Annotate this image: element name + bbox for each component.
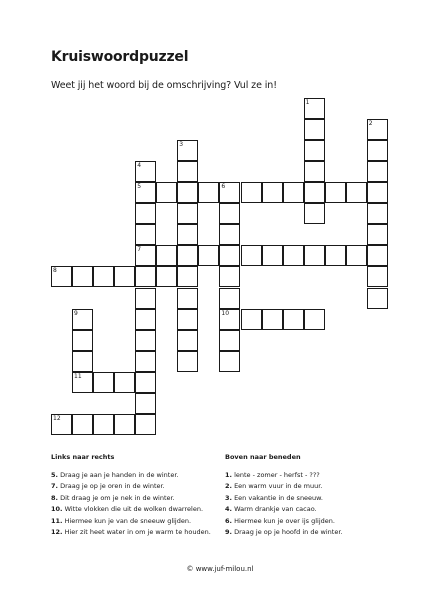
- crossword-cell[interactable]: [72, 372, 93, 393]
- crossword-cell[interactable]: [262, 245, 283, 266]
- crossword-cell[interactable]: [241, 245, 262, 266]
- page-title: Kruiswoordpuzzel: [51, 49, 189, 65]
- clue-number: 3.: [225, 493, 232, 502]
- crossword-cell[interactable]: [262, 182, 283, 203]
- clue-text: Hiermee kun je van de sneeuw glijden.: [64, 516, 192, 525]
- crossword-cell[interactable]: [114, 266, 135, 287]
- crossword-cell[interactable]: [367, 161, 388, 182]
- across-clue: [51, 516, 211, 528]
- clue-text: Warm drankje van cacao.: [234, 505, 317, 513]
- cell-number: 11: [74, 372, 82, 380]
- crossword-cell[interactable]: [304, 245, 325, 266]
- clue-number: 8.: [51, 493, 58, 502]
- crossword-cell[interactable]: [177, 203, 198, 224]
- crossword-cell[interactable]: [219, 182, 240, 203]
- crossword-cell[interactable]: [177, 330, 198, 351]
- crossword-cell[interactable]: [135, 288, 156, 309]
- crossword-cell[interactable]: [219, 245, 240, 266]
- cell-number: 5: [137, 183, 142, 191]
- crossword-cell[interactable]: [304, 161, 325, 182]
- crossword-cell[interactable]: [177, 309, 198, 330]
- crossword-cell[interactable]: [156, 266, 177, 287]
- crossword-cell[interactable]: [135, 393, 156, 414]
- copyright-footer: © www.juf-milou.nl: [186, 565, 254, 573]
- crossword-cell[interactable]: [325, 245, 346, 266]
- crossword-cell[interactable]: [219, 288, 240, 309]
- crossword-cell[interactable]: [177, 266, 198, 287]
- crossword-cell[interactable]: [198, 245, 219, 266]
- down-clue: [225, 516, 343, 528]
- crossword-cell[interactable]: [304, 140, 325, 161]
- crossword-cell[interactable]: [72, 266, 93, 287]
- crossword-cell[interactable]: [135, 266, 156, 287]
- clue-text: Hiermee kun je over ijs glijden.: [234, 516, 335, 525]
- cell-number: 9: [74, 309, 78, 317]
- down-heading: Boven naar beneden: [225, 453, 301, 461]
- down-clue: [225, 470, 343, 482]
- crossword-cell[interactable]: [367, 203, 388, 224]
- crossword-cell[interactable]: [367, 224, 388, 245]
- down-clue: [225, 493, 343, 505]
- clue-text: Een vakantie in de sneeuw.: [234, 493, 323, 502]
- crossword-cell[interactable]: [304, 203, 325, 224]
- clue-text: Hier zit heet water in om je warm te houden.: [64, 528, 211, 536]
- crossword-cell[interactable]: [325, 182, 346, 203]
- clue-number: 6.: [225, 516, 232, 525]
- crossword-cell[interactable]: [367, 245, 388, 266]
- crossword-cell[interactable]: [177, 288, 198, 309]
- cell-number: 7: [137, 246, 142, 254]
- crossword-cell[interactable]: [93, 266, 114, 287]
- crossword-cell[interactable]: [241, 309, 262, 330]
- crossword-cell[interactable]: [72, 414, 93, 435]
- crossword-cell[interactable]: [283, 245, 304, 266]
- cell-number: 4: [137, 162, 142, 170]
- clue-number: 2.: [225, 482, 232, 490]
- crossword-cell[interactable]: [304, 98, 325, 119]
- crossword-cell[interactable]: [367, 288, 388, 309]
- across-clue: [51, 470, 211, 482]
- crossword-cell[interactable]: [219, 309, 240, 330]
- crossword-cell[interactable]: [177, 161, 198, 182]
- crossword-cell[interactable]: [177, 140, 198, 161]
- crossword-cell[interactable]: [135, 372, 156, 393]
- clue-text: Draag je aan je handen in de winter.: [60, 470, 179, 479]
- clue-number: 4.: [225, 505, 232, 513]
- cell-number: 6: [221, 183, 226, 191]
- intro-text: Weet jij het woord bij de omschrijving? Vul ze in!: [51, 80, 277, 91]
- crossword-cell[interactable]: [72, 351, 93, 372]
- crossword-cell[interactable]: [367, 119, 388, 140]
- crossword-cell[interactable]: [156, 245, 177, 266]
- across-clue: [51, 527, 211, 539]
- clue-number: 9.: [225, 528, 232, 536]
- cell-number: 10: [221, 309, 230, 317]
- clue-text: Dit draag je om je nek in de winter.: [60, 493, 175, 502]
- down-clue: [225, 504, 343, 516]
- crossword-cell[interactable]: [135, 414, 156, 435]
- cell-number: 2: [368, 120, 373, 127]
- crossword-cell[interactable]: [283, 309, 304, 330]
- crossword-cell[interactable]: [135, 161, 156, 182]
- crossword-cell[interactable]: [114, 372, 135, 393]
- clue-number: 10.: [51, 505, 63, 513]
- crossword-cell[interactable]: [219, 224, 240, 245]
- clue-text: Draag je op je oren in de winter.: [60, 482, 165, 490]
- clue-text: Draag je op je hoofd in de winter.: [234, 528, 343, 536]
- crossword-cell[interactable]: [219, 330, 240, 351]
- crossword-cell[interactable]: [219, 266, 240, 287]
- crossword-cell[interactable]: [177, 351, 198, 372]
- crossword-cell[interactable]: [198, 182, 219, 203]
- across-clues: [51, 452, 211, 539]
- across-heading: Links naar rechts: [51, 453, 115, 461]
- crossword-cell[interactable]: [114, 414, 135, 435]
- crossword-cell[interactable]: [367, 266, 388, 287]
- crossword-cell[interactable]: [135, 309, 156, 330]
- clue-number: 7.: [51, 482, 58, 490]
- crossword-cell[interactable]: [51, 414, 72, 435]
- crossword-cell[interactable]: [72, 330, 93, 351]
- crossword-cell[interactable]: [304, 309, 325, 330]
- clue-number: 12.: [51, 528, 63, 536]
- crossword-cell[interactable]: [135, 203, 156, 224]
- down-clues: [225, 452, 343, 539]
- across-clue: [51, 504, 211, 516]
- crossword-cell[interactable]: [346, 245, 367, 266]
- clue-text: lente - zomer - herfst - ???: [234, 470, 320, 479]
- down-clue: [225, 481, 343, 493]
- crossword-cell[interactable]: [283, 182, 304, 203]
- clue-text: Witte vlokken die uit de wolken dwarrelen.: [64, 505, 204, 513]
- crossword-cell[interactable]: [304, 119, 325, 140]
- crossword-cell[interactable]: [135, 351, 156, 372]
- crossword-cell[interactable]: [93, 372, 114, 393]
- crossword-cell[interactable]: [367, 140, 388, 161]
- crossword-cell[interactable]: [177, 224, 198, 245]
- crossword-cell[interactable]: [135, 224, 156, 245]
- crossword-cell[interactable]: [346, 182, 367, 203]
- crossword-cell[interactable]: [304, 182, 325, 203]
- crossword-cell[interactable]: [241, 182, 262, 203]
- cell-number: 3: [179, 141, 184, 149]
- crossword-cell[interactable]: [219, 351, 240, 372]
- crossword-cell[interactable]: [156, 182, 177, 203]
- clue-number: 5.: [51, 470, 58, 479]
- clue-number: 1.: [225, 470, 232, 479]
- crossword-cell[interactable]: [93, 414, 114, 435]
- crossword-cell[interactable]: [135, 245, 156, 266]
- crossword-cell[interactable]: [135, 182, 156, 203]
- across-clue: [51, 493, 211, 505]
- crossword-cell[interactable]: [262, 309, 283, 330]
- crossword-cell[interactable]: [177, 245, 198, 266]
- across-clue: [51, 481, 211, 493]
- crossword-cell[interactable]: [367, 182, 388, 203]
- cell-number: 1: [305, 99, 310, 106]
- crossword-cell[interactable]: [135, 330, 156, 351]
- cell-number: 12: [53, 414, 61, 422]
- cell-number: 8: [53, 267, 57, 275]
- crossword-cell[interactable]: [177, 182, 198, 203]
- crossword-cell[interactable]: [51, 266, 72, 287]
- down-clue: [225, 527, 343, 539]
- crossword-cell[interactable]: [72, 309, 93, 330]
- crossword-cell[interactable]: [219, 203, 240, 224]
- clue-number: 11.: [51, 516, 63, 525]
- clue-text: Een warm vuur in de muur.: [234, 482, 323, 490]
